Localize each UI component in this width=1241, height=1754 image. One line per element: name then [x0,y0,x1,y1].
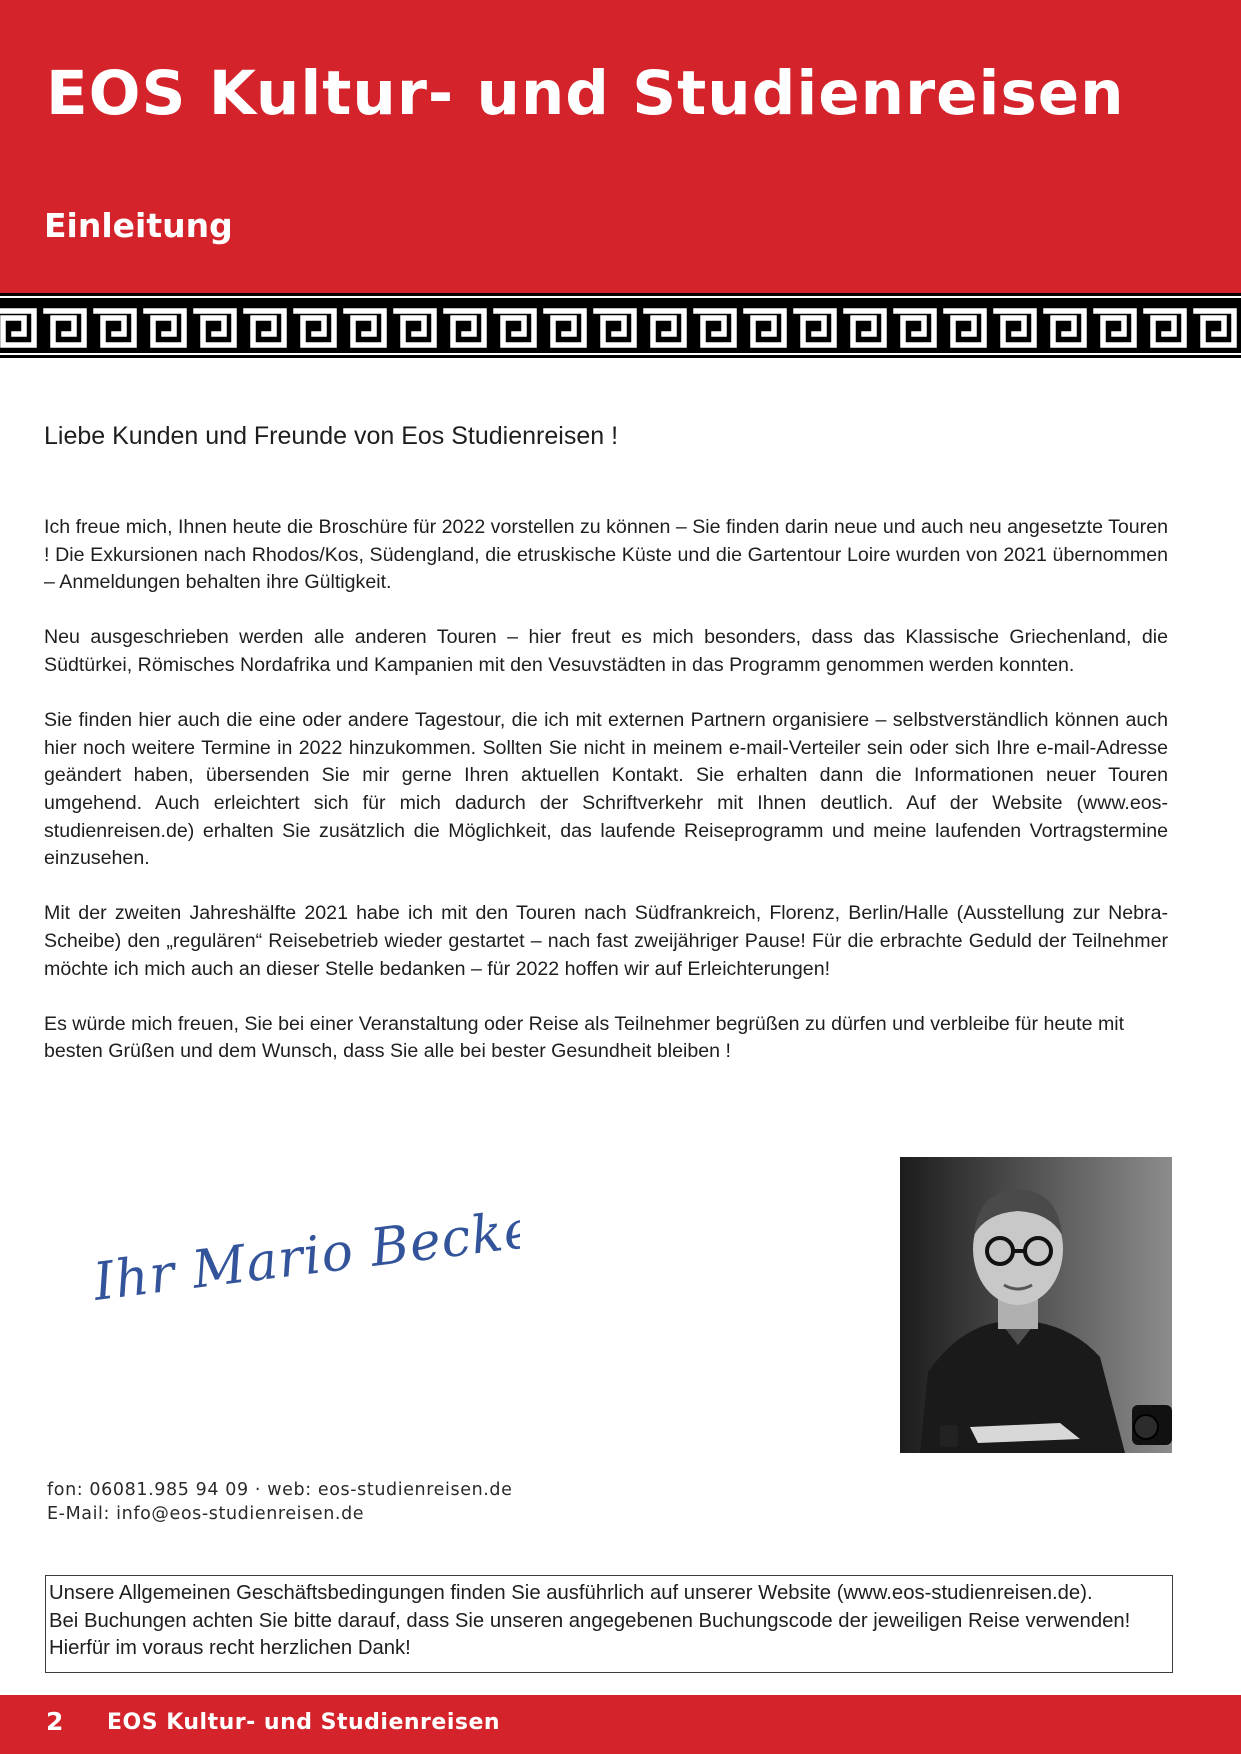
handwritten-signature [0,1200,520,1345]
page-title: EOS Kultur- und Studienreisen [46,58,1125,129]
letter-paragraph: Ich freue mich, Ihnen heute die Broschüre für 2022 vorstellen zu können – Sie finden darin neue und auch neu angesetzte Touren ! Die Exkursionen nach Rhodos/Kos, Südengland, die etruskische Küste und die Gartentour Loire wurden von 2021 übernommen – Anmeldungen behalten ihre Gültigkeit. [44,516,1168,594]
notice-line: Unsere Allgemeinen Geschäftsbedingungen finden Sie ausführlich auf unserer Website (www.eos-studienreisen.de). [49,1582,1093,1604]
section-title: Einleitung [44,206,233,245]
page-number: 2 [46,1707,64,1736]
portrait-image [900,1157,1172,1453]
greek-key-border [0,293,1241,358]
letter-paragraph: Sie finden hier auch die eine oder andere Tagestour, die ich mit externen Partnern organisiere – selbstverständlich können auch hier noch weitere Termine in 2022 hinzukommen. Sollten Sie nicht in meinem e-mail-Verteiler sein oder sich Ihre e-mail-Adresse geändert haben, übersenden Sie mir gerne Ihren aktuellen Kontakt. Sie erhalten dann die Informationen neuer Touren umgehend. Auch erleichtert sich für mich dadurch der Schriftverkehr mit Ihnen deutlich. Auf der Website (www.eos-studienreisen.de) erhalten Sie zusätzlich die Möglichkeit, das laufende Reiseprogramm und meine laufenden Vortragstermine einzusehen. [44,709,1168,870]
contact-email: E-Mail: info@eos-studienreisen.de [47,1504,365,1524]
notice-line: Hierfür im voraus recht herzlichen Dank! [49,1637,411,1659]
contact-phone-web: fon: 06081.985 94 09 · web: eos-studienreisen.de [47,1480,513,1500]
meander-pattern-graphic [0,293,1241,358]
letter-paragraph: Es würde mich freuen, Sie bei einer Veranstaltung oder Reise als Teilnehmer begrüßen zu dürfen und verbleibe für heute mit besten Grüßen und dem Wunsch, dass Sie alle bei bester Gesundheit bleiben ! [44,1012,1125,1063]
page-footer [0,1695,1241,1754]
terms-notice-box [45,1575,1173,1673]
footer-title: EOS Kultur- und Studienreisen [107,1710,501,1735]
signature-text: Ihr Mario Becker [90,1200,520,1313]
notice-line: Bei Buchungen achten Sie bitte darauf, dass Sie unseren angegebenen Buchungscode der jeweiligen Reise verwenden! [49,1609,1131,1632]
author-portrait-photo [900,1157,1172,1453]
contact-info [47,1478,513,1526]
letter-body [44,514,1168,1093]
letter-paragraph: Neu ausgeschrieben werden alle anderen Touren – hier freut es mich besonders, dass das Klassische Griechenland, die Südtürkei, Römisches Nordafrika und Kampanien mit den Vesuvstädten in das Programm genommen werden konnten. [44,626,1168,676]
letter-paragraph: Mit der zweiten Jahreshälfte 2021 habe ich mit den Touren nach Südfrankreich, Florenz, Berlin/Halle (Ausstellung zur Nebra-Scheibe) den „regulären“ Reisebetrieb wieder gestartet – nach fast zweijähriger Pause! Für die erbrachte Geduld der Teilnehmer möchte ich mich auch an dieser Stelle bedanken – für 2022 hoffen wir auf Erleichterungen! [44,902,1168,980]
letter-greeting: Liebe Kunden und Freunde von Eos Studienreisen ! [44,422,619,450]
page-header [0,0,1241,293]
